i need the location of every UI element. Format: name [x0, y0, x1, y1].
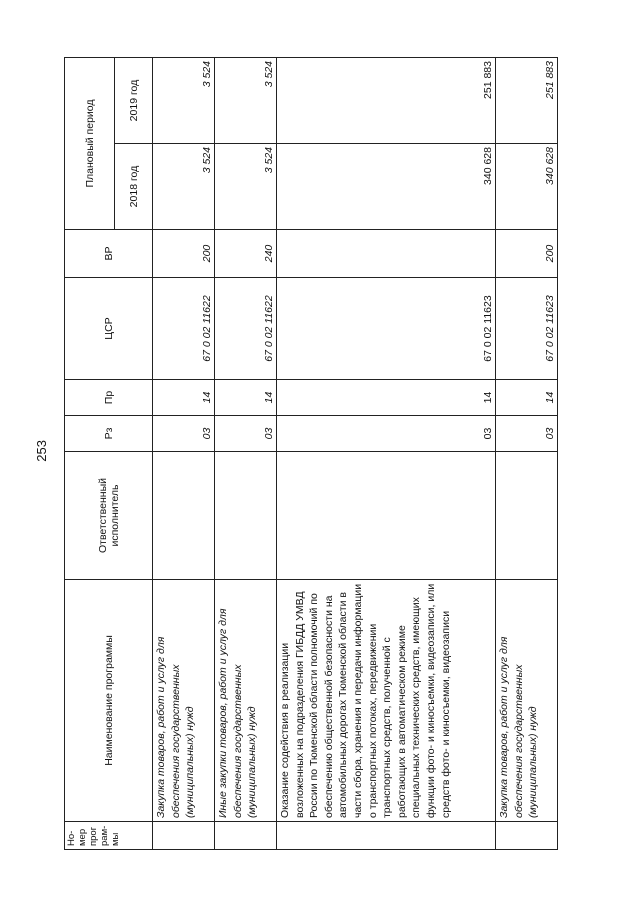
row-vr: 240 [215, 230, 277, 278]
row-name: Иные закупки товаров, работ и услуг для обеспечения государственных (муниципальных) нужд [215, 580, 277, 822]
header-rz: Рз [65, 416, 153, 452]
row-csr: 67 0 02 11623 [277, 278, 496, 380]
table-row [496, 58, 558, 850]
row-vr [277, 230, 496, 278]
header-name: Наименование программы [65, 580, 153, 822]
header-num: Но-мер прог рам-мы [65, 822, 153, 850]
row-vr: 200 [153, 230, 215, 278]
row-rz: 03 [277, 416, 496, 452]
row-pr: 14 [215, 380, 277, 416]
table-row [215, 58, 277, 850]
row-csr: 67 0 02 11623 [496, 278, 558, 380]
row-csr: 67 0 02 11622 [215, 278, 277, 380]
row-name: Оказание содействия в реализации возложенных на подразделения ГИБДД УМВД России по Тюменской области полномочий по обеспечению общественной безопасности на автомобильных дорогах Тюменской области в части сбора, хранения и передачи информации о транспортных потоках, передвижении транспортных средств, полученной с работающих в автоматическом режиме специальных технических средств, имеющих функции фото- и киносъемки, видеозаписи, или средств фото- и киносъемки, видеозаписи [277, 580, 496, 822]
header-pr: Пр [65, 380, 153, 416]
row-name: Закупка товаров, работ и услуг для обеспечения государственных (муниципальных) нужд [153, 580, 215, 822]
row-2019: 3 524 [215, 58, 277, 144]
row-2019: 3 524 [153, 58, 215, 144]
row-2019: 251 883 [277, 58, 496, 144]
row-rz: 03 [153, 416, 215, 452]
row-pr: 14 [496, 380, 558, 416]
header-vr: ВР [65, 230, 153, 278]
row-rz: 03 [496, 416, 558, 452]
budget-table-rotated [64, 58, 556, 850]
row-pr: 14 [277, 380, 496, 416]
header-2018: 2018 год [115, 144, 153, 230]
row-2019: 251 883 [496, 58, 558, 144]
page-number: 253 [34, 440, 49, 462]
header-plan: Плановый период [65, 58, 115, 230]
row-2018: 340 628 [496, 144, 558, 230]
row-rz: 03 [215, 416, 277, 452]
header-exec: Ответственный исполнитель [65, 452, 153, 580]
row-name: Закупка товаров, работ и услуг для обеспечения государственных (муниципальных) нужд [496, 580, 558, 822]
row-2018: 3 524 [153, 144, 215, 230]
row-pr: 14 [153, 380, 215, 416]
row-2018: 340 628 [277, 144, 496, 230]
row-csr: 67 0 02 11622 [153, 278, 215, 380]
budget-table [64, 57, 558, 850]
row-2018: 3 524 [215, 144, 277, 230]
header-2019: 2019 год [115, 58, 153, 144]
header-csr: ЦСР [65, 278, 153, 380]
table-row [153, 58, 215, 850]
table-row [277, 58, 496, 850]
row-vr: 200 [496, 230, 558, 278]
